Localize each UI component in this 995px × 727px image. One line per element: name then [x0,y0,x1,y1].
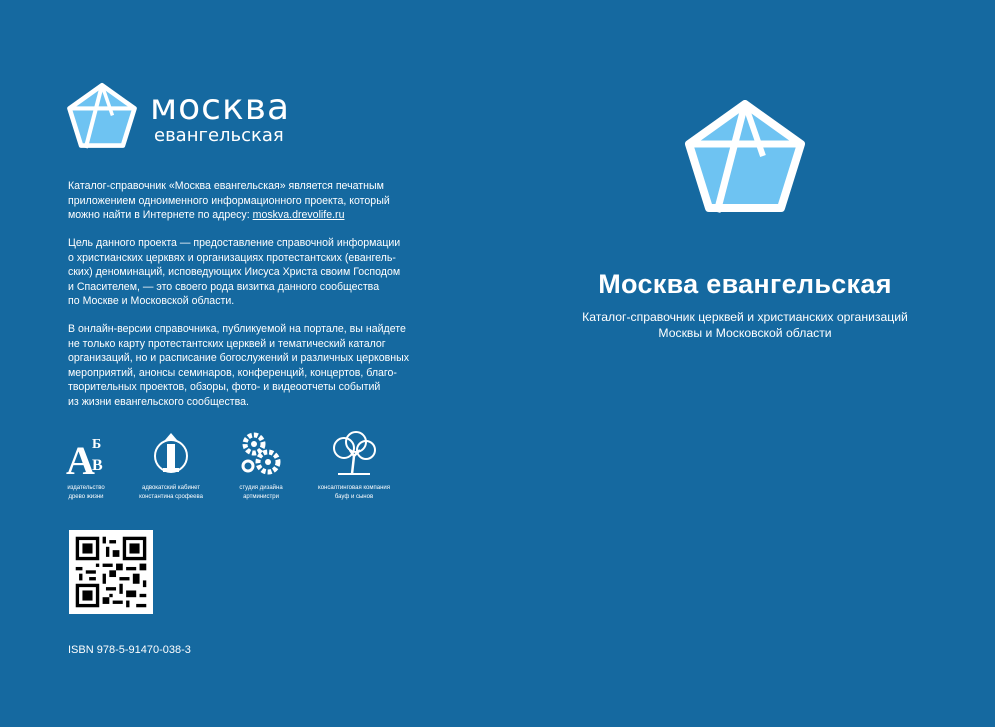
partner-label: студия дизайна [239,485,283,491]
pentagon-cross-icon [683,100,807,214]
text-line: ских) деноминаций, исповедующих Иисуса Христа своим Господом [68,266,401,279]
text-line: и Спасителем, — это своего рода визитка данного сообщества [68,280,380,293]
goal-paragraph [68,236,458,309]
intro-paragraph [68,179,458,223]
pentagon-cross-icon [66,82,138,150]
text-line: приложением одноименного информационного проекта, который [68,194,390,207]
website-link[interactable]: moskva.drevolife.ru [252,209,345,222]
text-line: Цель данного проекта — предоставление справочной информации [68,237,401,249]
tree-logo-icon [322,465,386,482]
text-line: организаций, но и расписание богослужений и различных церковных [68,352,410,365]
cover-title: Москва евангельская [598,269,892,299]
partner-abv [62,430,110,501]
partner-studio [236,430,286,501]
logo-subtitle: евангельская [154,125,284,146]
partner-label: издательство [67,485,105,491]
text-line: по Москве и Московской области. [68,295,235,308]
partner-label: бауф и сынов [334,494,374,500]
text-line: можно найти в Интернете по адресу: [68,209,253,222]
text-line: творительных проектов, обзоры, фото- и видеоотчеты событий [68,381,381,394]
text-line: из жизни евангельского сообщества. [68,395,249,408]
svg-text:Б: Б [92,437,102,452]
text-line: не только карту протестантских церквей и тематический каталог [68,337,386,350]
isbn: ISBN 978-5-91470-038-3 [68,644,191,656]
text-line: о христианских церквях и организациях протестантских (евангель- [68,251,396,264]
svg-text:А: А [66,438,95,478]
text-line [68,208,458,223]
online-paragraph [68,322,458,410]
partner-label: артминистри [243,494,279,500]
subtitle-line: Каталог-справочник церквей и христианских организаций [582,310,908,324]
partner-label: консалтинговая компания [318,485,391,491]
qr-code-icon [69,530,153,614]
text-line: В онлайн-версии справочника, публикуемой на портале, вы найдете [68,323,406,335]
cabinet-logo-icon [136,465,206,482]
partner-consulting [318,430,390,501]
subtitle-line: Москвы и Московской области [658,326,832,340]
partner-label: древо жизни [68,494,104,500]
partner-label: адвокатский кабинет [141,485,200,491]
text-line: Каталог-справочник «Москва евангельская» является печатным [68,180,384,192]
svg-text:В: В [92,457,103,474]
text-line: мероприятий, анонсы семинаров, конференций, концертов, благо- [68,366,397,379]
gears-logo-icon [236,465,286,482]
logo-title: москва [150,87,290,128]
cover-subtitle [540,309,950,341]
partner-label: константина срофеева [139,494,203,500]
abv-logo-icon [62,437,110,482]
partner-cabinet [136,430,206,501]
